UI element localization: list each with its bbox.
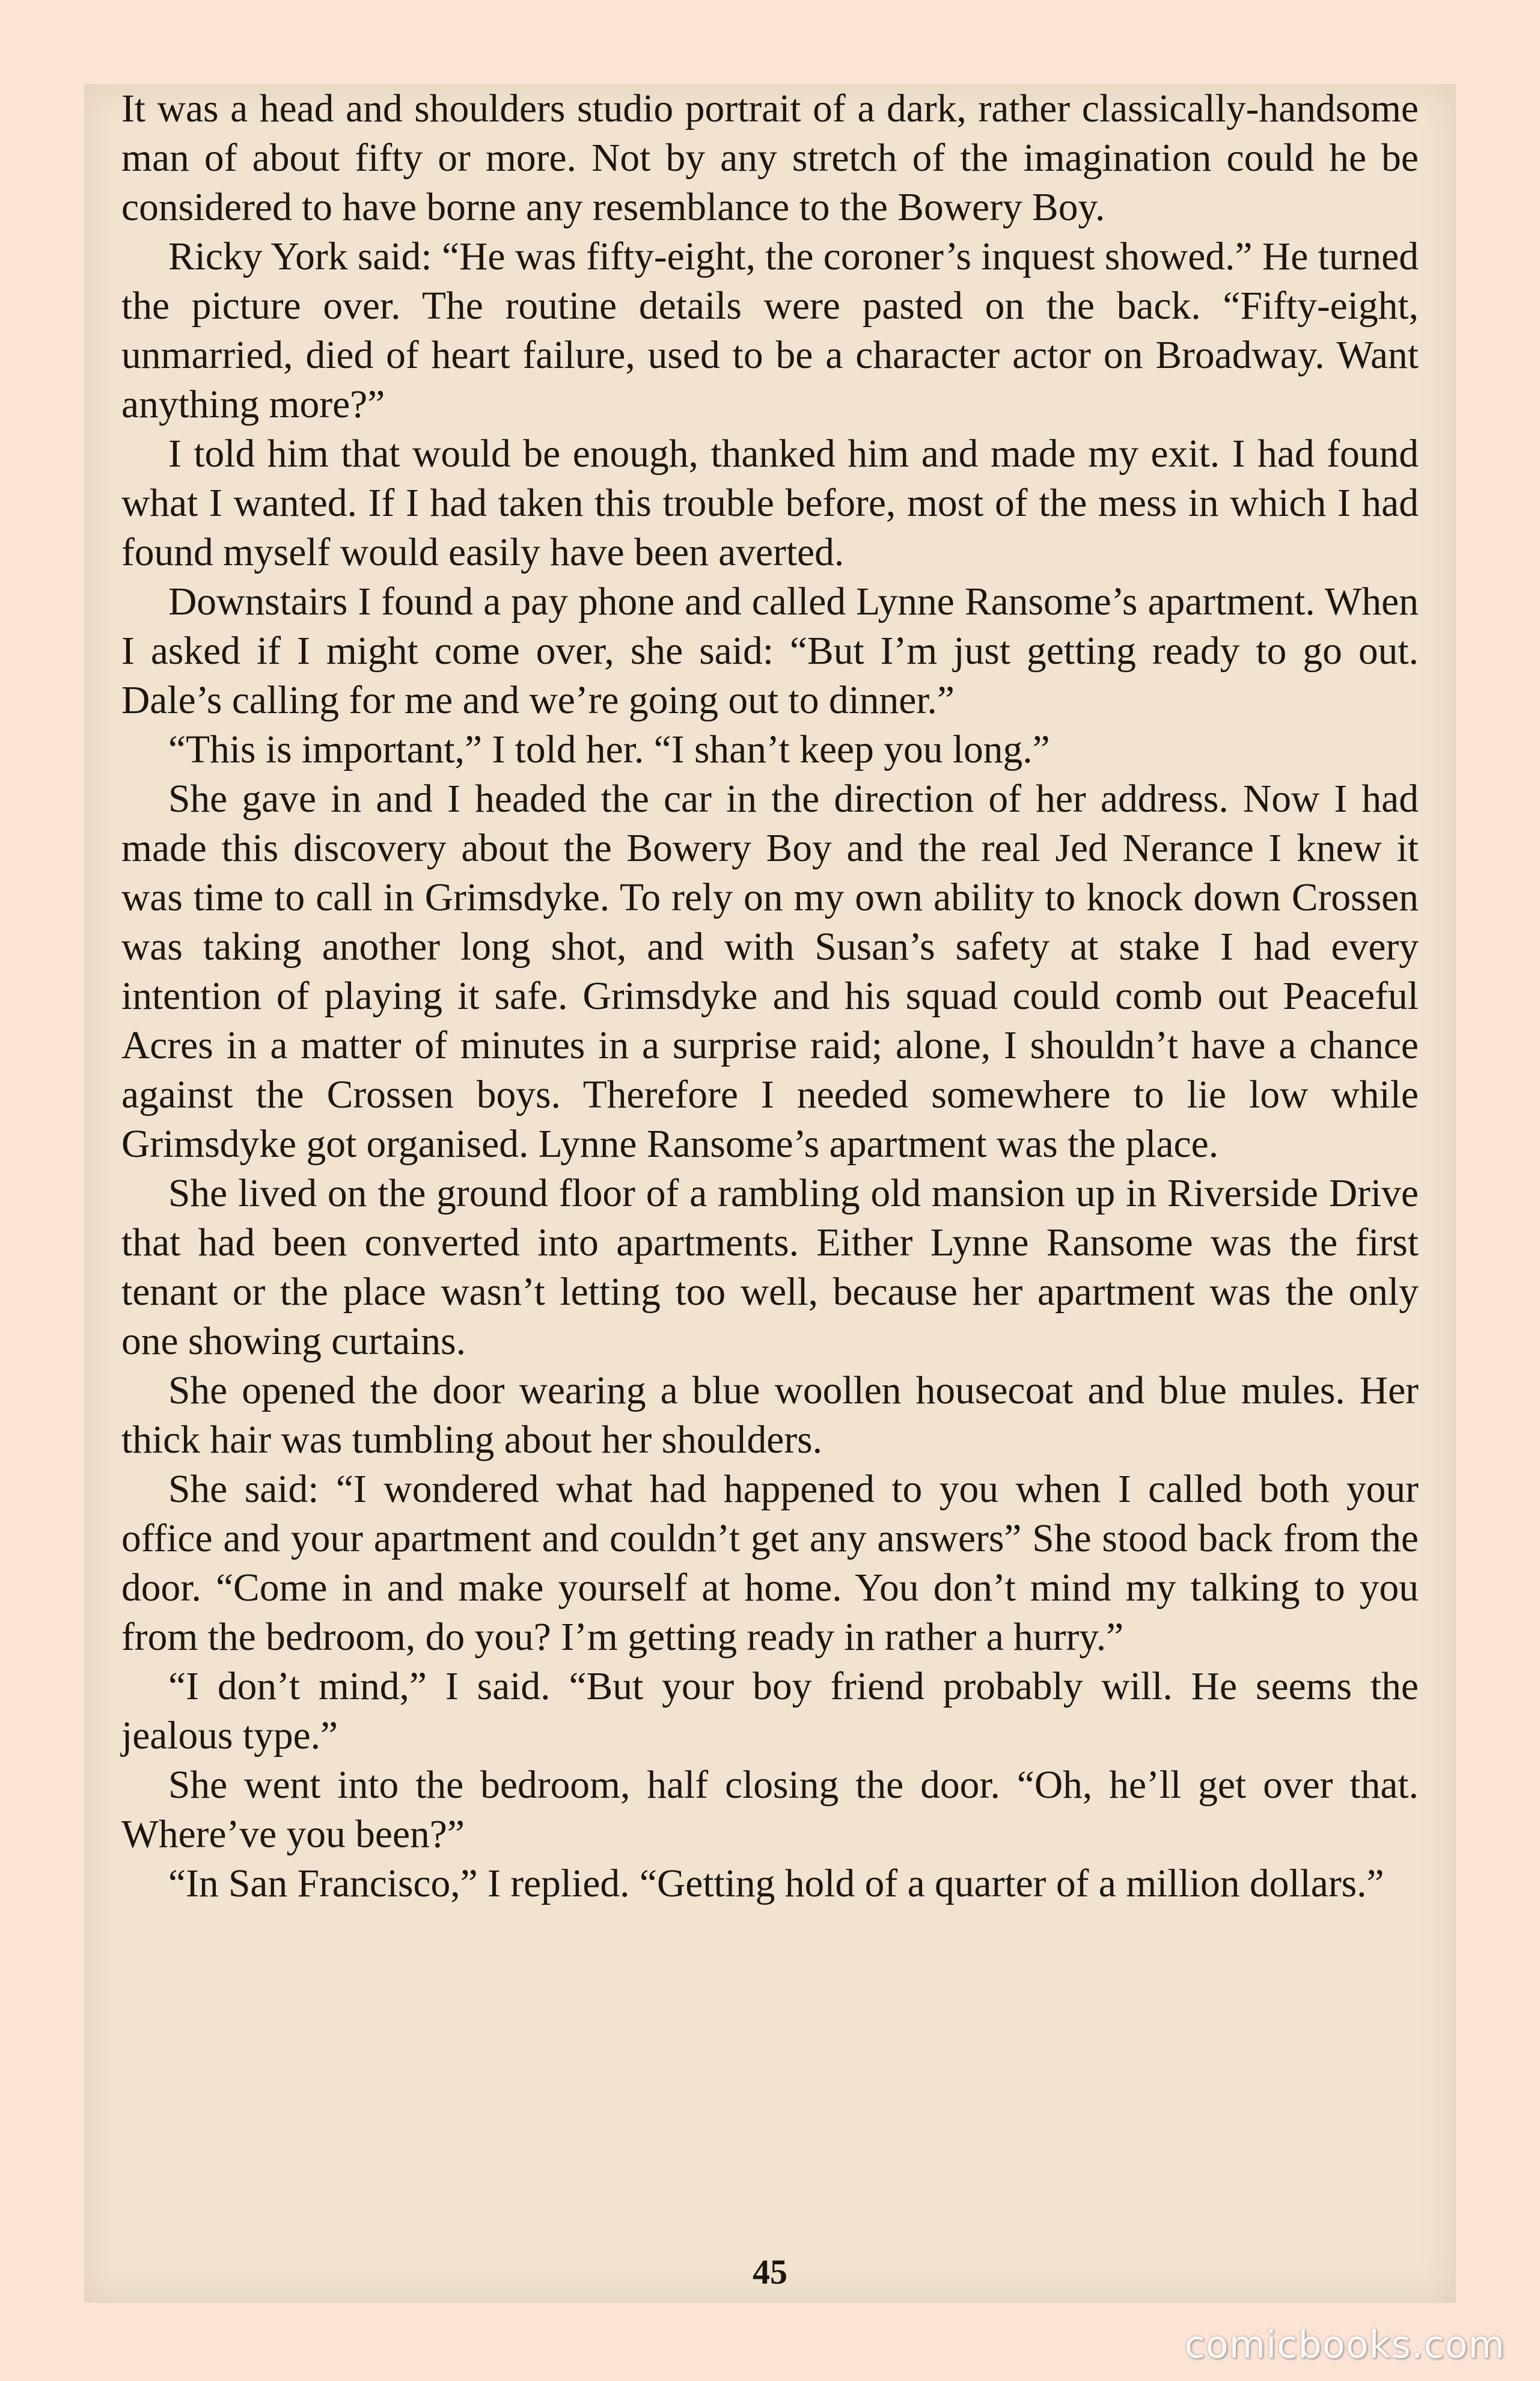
paragraph-6: She gave in and I headed the car in the direction of her address. Now I had made this discovery about the Bowery Boy and the real Jed Nerance I knew it was time to call in Grimsdyke. To rely on my own ability to knock down Crossen was taking another long shot, and with Susan’s safety at stake I had every intention of playing it safe. Grimsdyke and his squad could comb out Peaceful Acres in a matter of minutes in a surprise raid; alone, I shouldn’t have a chance against the Crossen boys. Therefore I needed somewhere to lie low while Grimsdyke got organised. Lynne Ransome’s apartment was the place. [121, 777, 1419, 1166]
paragraph-4: Downstairs I found a pay phone and called Lynne Ransome’s apartment. When I asked if I might come over, she said: “But I’m just getting ready to go out. Dale’s calling for me and we’re going out to dinner.” [121, 580, 1419, 722]
paragraph-9: She said: “I wondered what had happened to you when I called both your office and your apartment and couldn’t get any answers” She stood back from the door. “Come in and make yourself at home. You don’t mind my talking to you from the bedroom, do you? I’m getting ready in rather a hurry.” [121, 1468, 1419, 1659]
paragraph-5: “This is important,” I told her. “I shan’t keep you long.” [168, 728, 1050, 771]
paragraph-3: I told him that would be enough, thanked him and made my exit. I had found what I wanted. If I had taken this trouble before, most of the mess in which I had found myself would easily have been averted. [121, 432, 1419, 574]
page-number: 45 [753, 2252, 787, 2291]
paragraph-1: It was a head and shoulders studio portrait of a dark, rather classically-handsome man of about fifty or more. Not by any stretch of the imagination could he be considered to have borne any resemblance to the Bowery Boy. [121, 87, 1419, 229]
paragraph-8: She opened the door wearing a blue woollen housecoat and blue mules. Her thick hair was tumbling about her shoulders. [121, 1369, 1419, 1462]
body-text [121, 84, 1419, 1908]
watermark: comicbooks.com [1184, 2323, 1505, 2367]
paragraph-10: “I don’t mind,” I said. “But your boy friend probably will. He seems the jealous type.” [121, 1665, 1419, 1757]
book-page [84, 84, 1456, 2303]
paragraph-11: She went into the bedroom, half closing the door. “Oh, he’ll get over that. Where’ve you been?” [121, 1764, 1419, 1856]
paragraph-2: Ricky York said: “He was fifty-eight, the coroner’s inquest showed.” He turned the picture over. The routine details were pasted on the back. “Fifty-eight, unmarried, died of heart failure, used to be a character actor on Broadway. Want anything more?” [121, 235, 1419, 426]
paragraph-12: “In San Francisco,” I replied. “Getting hold of a quarter of a million dollars.” [168, 1862, 1384, 1905]
paragraph-7: She lived on the ground floor of a rambling old mansion up in Riverside Drive that had been converted into apartments. Either Lynne Ransome was the first tenant or the place wasn’t letting too well, because her apartment was the only one showing curtains. [121, 1172, 1419, 1363]
